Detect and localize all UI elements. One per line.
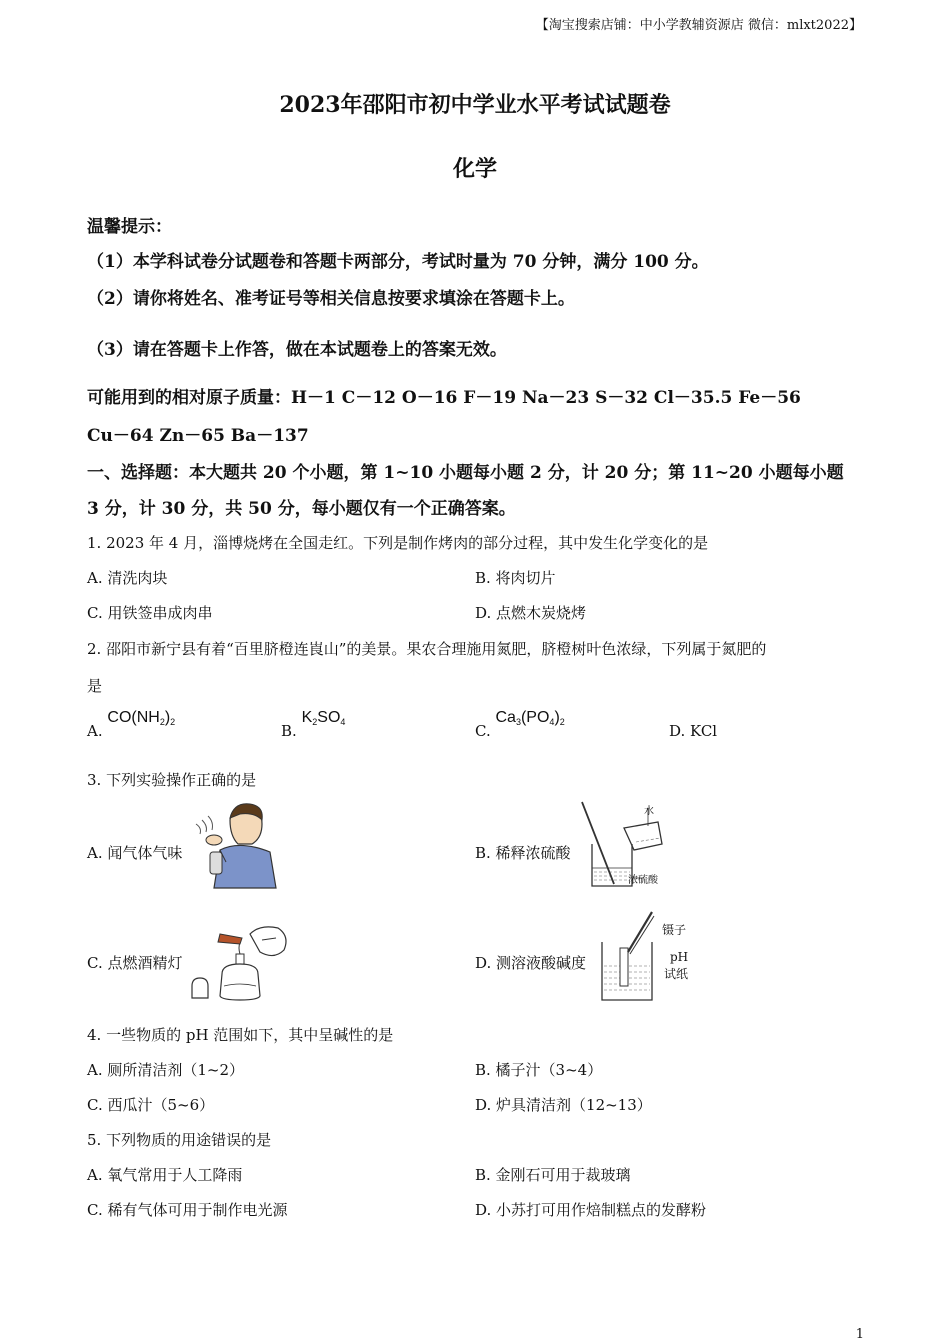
q4-stem: 4. 一些物质的 pH 范围如下，其中呈碱性的是 bbox=[87, 1026, 394, 1044]
tips-heading: 温馨提示： bbox=[87, 217, 172, 237]
tip-1: （1）本学科试卷分试题卷和答题卡两部分，考试时量为 70 分钟，满分 100 分。 bbox=[87, 252, 709, 272]
q4-option-d: D. 炉具清洁剂（12~13） bbox=[475, 1096, 652, 1114]
q5-option-c: C. 稀有气体可用于制作电光源 bbox=[87, 1201, 288, 1219]
alcohol-lamp-illustration bbox=[188, 920, 298, 1004]
q4-option-a: A. 厕所清洁剂（1~2） bbox=[87, 1061, 245, 1079]
label-test-paper: 试纸 bbox=[664, 967, 689, 981]
q5-stem: 5. 下列物质的用途错误的是 bbox=[87, 1131, 272, 1149]
formula-potassium-sulfate: $K_2SO_4$ bbox=[301, 709, 346, 727]
label-tweezers: 镊子 bbox=[662, 923, 687, 937]
header-note: 【淘宝搜索店铺：中小学教辅资源店 微信：mlxt2022】 bbox=[535, 18, 862, 33]
label-water: 水 bbox=[644, 806, 654, 817]
q3-option-c: C. 点燃酒精灯 bbox=[87, 954, 183, 972]
q2-option-a bbox=[87, 709, 176, 741]
q4-option-b: B. 橘子汁（3~4） bbox=[475, 1061, 603, 1079]
q1-option-b: B. 将肉切片 bbox=[475, 569, 556, 587]
label-ph: pH bbox=[670, 950, 689, 964]
q2-stem-line1: 2. 邵阳市新宁县有着“百里脐橙连崀山”的美景。果农合理施用氮肥，脐橙树叶色浓绿，下列属于氮肥的 bbox=[87, 640, 767, 658]
q3-stem: 3. 下列实验操作正确的是 bbox=[87, 771, 257, 789]
q1-stem: 1. 2023 年 4 月，淄博烧烤在全国走红。下列是制作烤肉的部分过程，其中发生化学变化的是 bbox=[87, 534, 709, 552]
q2-option-c-label: C. bbox=[475, 722, 491, 740]
q5-option-d: D. 小苏打可用作焙制糕点的发酵粉 bbox=[475, 1201, 707, 1219]
subject-title: 化学 bbox=[452, 156, 497, 182]
tip-2: （2）请你将姓名、准考证号等相关信息按要求填涂在答题卡上。 bbox=[87, 289, 575, 309]
q5-option-b: B. 金刚石可用于裁玻璃 bbox=[475, 1166, 631, 1184]
q2-option-d: D. KCl bbox=[669, 722, 718, 740]
exam-title: 2023年邵阳市初中学业水平考试试题卷 bbox=[279, 92, 671, 118]
q2-option-a-label: A. bbox=[87, 722, 103, 740]
q2-stem-line2: 是 bbox=[87, 677, 103, 695]
q3-option-b: B. 稀释浓硫酸 bbox=[475, 844, 571, 862]
q1-option-a: A. 清洗肉块 bbox=[87, 569, 168, 587]
q1-option-c: C. 用铁签串成肉串 bbox=[87, 604, 213, 622]
q2-option-b-label: B. bbox=[281, 722, 297, 740]
smell-gas-illustration bbox=[190, 800, 280, 890]
section1-line2: 3 分，计 30 分，共 50 分，每小题仅有一个正确答案。 bbox=[87, 499, 516, 519]
tip-3: （3）请在答题卡上作答，做在本试题卷上的答案无效。 bbox=[87, 340, 507, 360]
atomic-mass-line1: 可能用到的相对原子质量：H－1 C－12 O－16 F－19 Na－23 S－32 Cl－35.5 Fe－56 bbox=[87, 388, 801, 408]
formula-urea: $CO(NH_2)_2$ bbox=[107, 709, 176, 727]
q3-option-a: A. 闻气体气味 bbox=[87, 844, 183, 862]
dilute-acid-illustration bbox=[578, 798, 674, 894]
q1-option-d: D. 点燃木炭烧烤 bbox=[475, 604, 587, 622]
formula-calcium-phosphate: $Ca_3(PO_4)_2$ bbox=[495, 709, 565, 727]
q2-option-c bbox=[475, 709, 565, 741]
q4-option-c: C. 西瓜汁（5~6） bbox=[87, 1096, 215, 1114]
ph-test-illustration bbox=[598, 908, 668, 1004]
q5-option-a: A. 氧气常用于人工降雨 bbox=[87, 1166, 243, 1184]
section1-line1: 一、选择题：本大题共 20 个小题，第 1~10 小题每小题 2 分，计 20 分；第 11~20 小题每小题 bbox=[87, 463, 844, 483]
label-conc-sulfuric-acid: 浓硫酸 bbox=[628, 875, 658, 886]
page-number: 1 bbox=[855, 1327, 864, 1342]
q3-option-d: D. 测溶液酸碱度 bbox=[475, 954, 587, 972]
q2-option-b bbox=[281, 709, 346, 741]
atomic-mass-line2: Cu－64 Zn－65 Ba－137 bbox=[87, 426, 309, 446]
